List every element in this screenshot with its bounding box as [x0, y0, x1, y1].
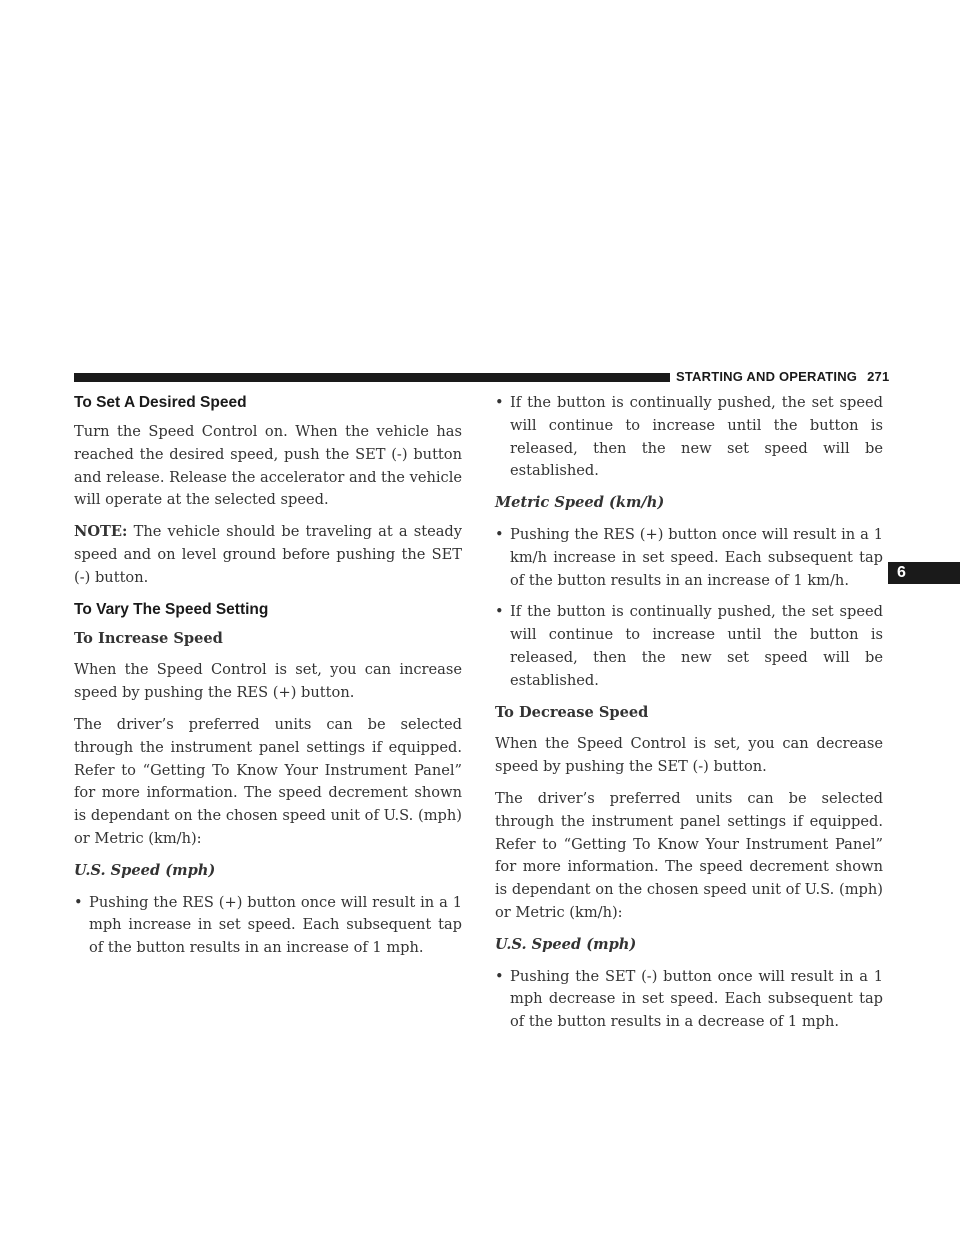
- note-label: NOTE:: [74, 523, 128, 541]
- right-column: [495, 392, 883, 1043]
- list-item-text: If the button is continually pushed, the set speed will continue to increase until the button is released, then the new set speed will be established.: [510, 603, 883, 689]
- heading-set-desired-speed: To Set A Desired Speed: [74, 394, 247, 411]
- list-item-text: Pushing the SET (-) button once will result in a 1 mph decrease in set speed. Each subsequent tap of the button results in a decrease of 1 mph.: [510, 967, 883, 1031]
- subheading-us-speed: U.S. Speed (mph): [495, 935, 637, 953]
- paragraph: When the Speed Control is set, you can increase speed by pushing the RES (+) button.: [74, 661, 462, 702]
- subheading-decrease-speed: To Decrease Speed: [495, 703, 649, 721]
- subheading-us-speed: U.S. Speed (mph): [74, 861, 216, 879]
- list-item-text: Pushing the RES (+) button once will result in a 1 km/h increase in set speed. Each subsequent tap of the button results in an increase of 1 km/h.: [510, 525, 883, 589]
- bullet-icon: •: [495, 603, 504, 621]
- list-item-text: Pushing the RES (+) button once will result in a 1 mph increase in set speed. Each subsequent tap of the button results in an increase of 1 mph.: [89, 893, 462, 957]
- left-column: [74, 392, 462, 969]
- bullet-icon: •: [495, 525, 504, 543]
- header-rule: [74, 373, 670, 382]
- heading-vary-speed-setting: To Vary The Speed Setting: [74, 600, 269, 618]
- paragraph: The driver’s preferred units can be selected through the instrument panel settings if equipped. Refer to “Getting To Know Your Instrument Panel” for more information. The speed decrement shown is dependant on the chosen speed unit of U.S. (mph) or Metric (km/h):: [74, 715, 462, 847]
- paragraph: The driver’s preferred units can be selected through the instrument panel settings if equipped. Refer to “Getting To Know Your Instrument Panel” for more information. The speed decrement shown is dependant on the chosen speed unit of U.S. (mph) or Metric (km/h):: [495, 789, 883, 921]
- bullet-icon: •: [74, 893, 83, 911]
- subheading-metric-speed: Metric Speed (km/h): [495, 494, 665, 512]
- subheading-increase-speed: To Increase Speed: [74, 629, 223, 647]
- bullet-icon: •: [495, 394, 504, 411]
- running-header: [676, 369, 889, 384]
- section-title: STARTING AND OPERATING: [676, 369, 858, 384]
- list-item-text: If the button is continually pushed, the set speed will continue to increase until the button is released, then the new set speed will be established.: [510, 394, 883, 480]
- chapter-tab: 6: [888, 562, 960, 584]
- list-item: [495, 524, 883, 592]
- page-number: 271: [867, 369, 890, 384]
- note-paragraph: [74, 521, 462, 589]
- paragraph: Turn the Speed Control on. When the vehicle has reached the desired speed, push the SET (-) button and release. Release the accelerator and the vehicle will operate at the selected speed.: [74, 423, 463, 509]
- list-item: [495, 966, 883, 1034]
- list-item: [74, 892, 462, 960]
- bullet-icon: •: [495, 967, 504, 985]
- list-item: [495, 601, 883, 692]
- list-item: [495, 392, 883, 483]
- paragraph: When the Speed Control is set, you can decrease speed by pushing the SET (-) button.: [495, 735, 883, 776]
- note-text: The vehicle should be traveling at a steady speed and on level ground before pushing the SET (-) button.: [74, 523, 463, 586]
